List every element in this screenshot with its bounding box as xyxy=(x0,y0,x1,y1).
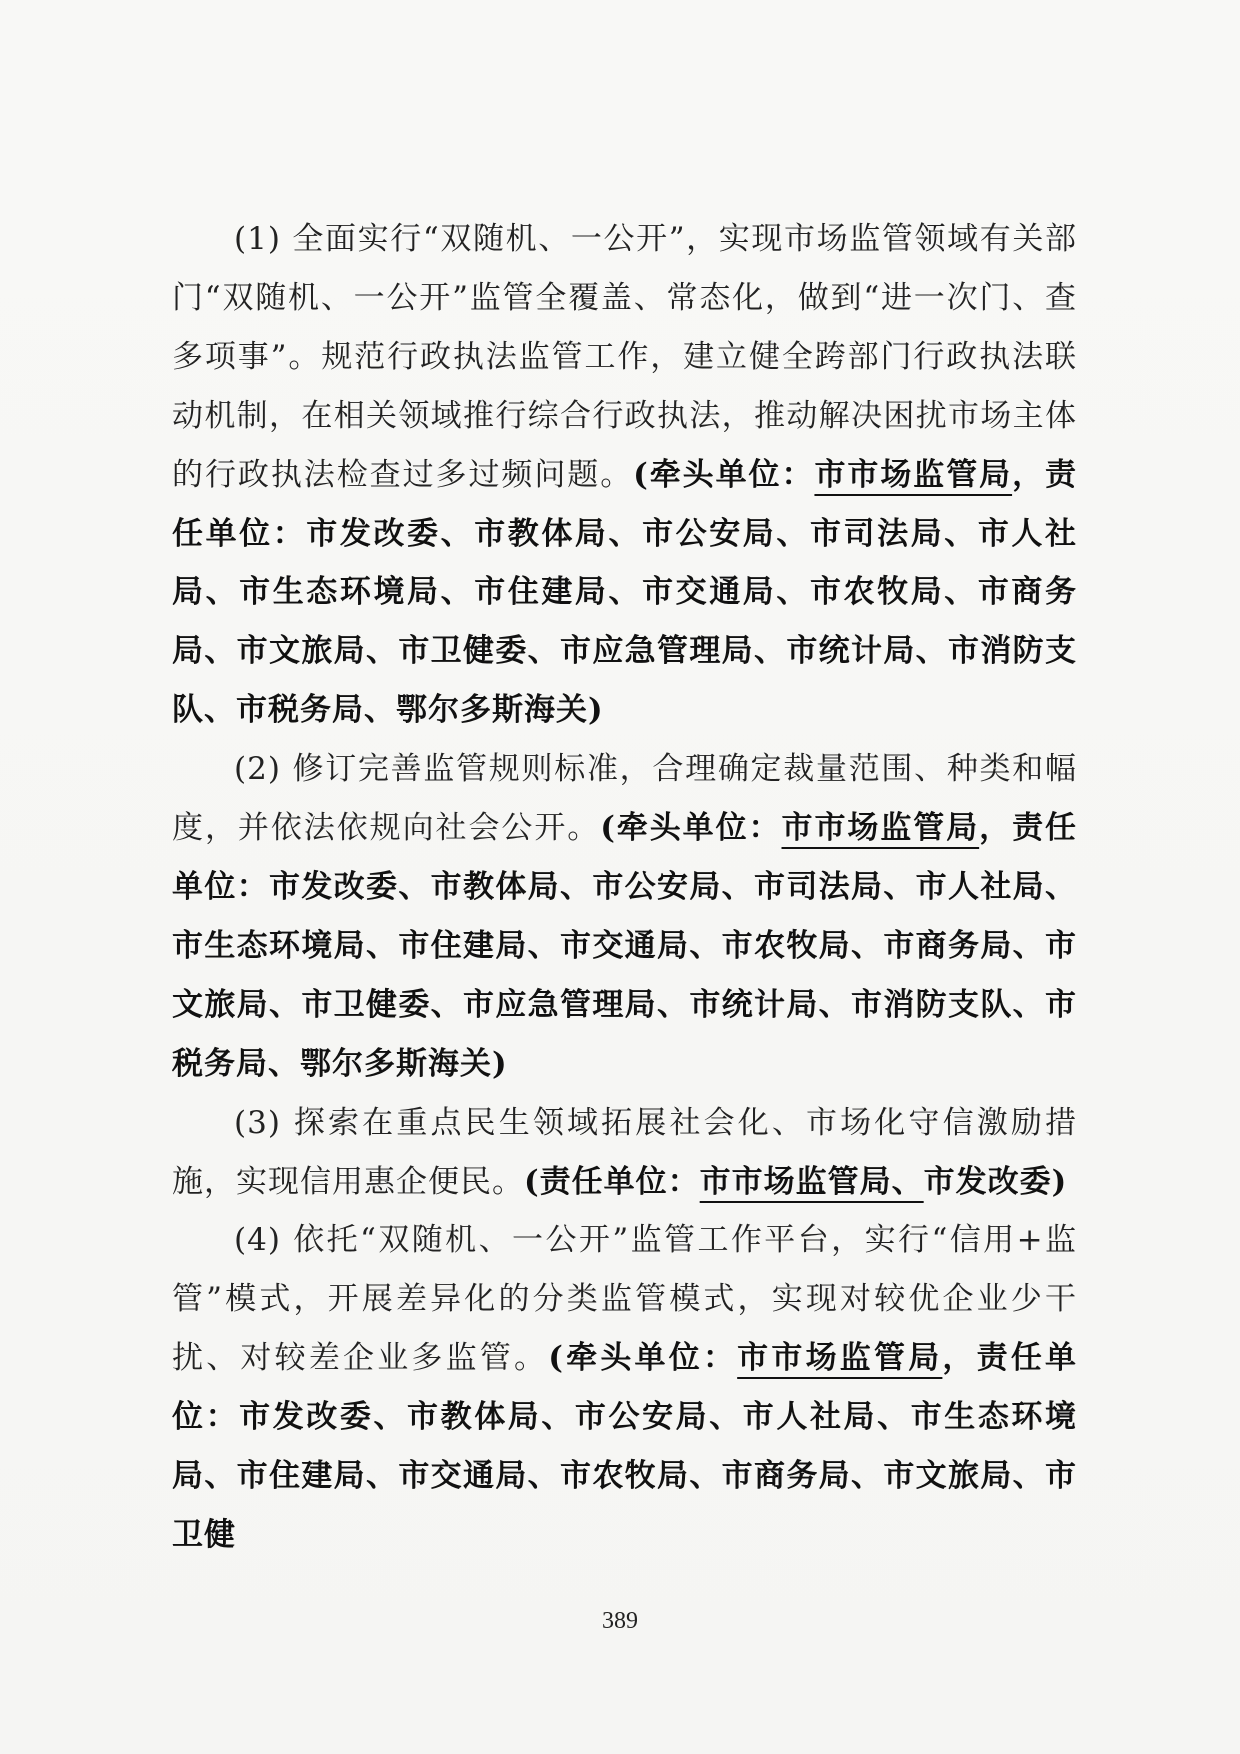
responsible-units: ，责任单位：市发改委、市教体局、市公安局、市司法局、市人社局、市生态环境局、市住建局、市交通局、市农牧局、市商务局、市文旅局、市卫健委、市应急管理局、市统计局、市消防支队、市税务局、鄂尔多斯海关) xyxy=(172,456,1078,729)
lead-unit-underlined: 市市场监管局、 xyxy=(699,1163,924,1200)
paragraph-text: (3) 探索在重点民生领域拓展社会化、市场化守信激励措施，实现信用惠企便民。 xyxy=(172,1104,1077,1200)
paragraph-1 xyxy=(172,210,1077,740)
responsibility-note xyxy=(524,1164,1067,1200)
paragraph-4 xyxy=(172,1211,1077,1564)
paragraph-text: (1) 全面实行“双随机、一公开”，实现市场监管领域有关部门“双随机、一公开”监管全覆盖、常态化，做到“进一次门、查多项事”。规范行政执法监管工作，建立健全跨部门行政执法联动机制，在相关领域推行综合行政执法，推动解决困扰市场主体的行政执法检查过多过频问题。 xyxy=(172,221,1077,493)
paragraph-3 xyxy=(172,1094,1077,1212)
lead-unit-underlined: 市市场监管局 xyxy=(814,456,1013,493)
lead-label: (牵头单位： xyxy=(600,810,782,847)
lead-label: (责任单位： xyxy=(524,1163,700,1200)
lead-unit-underlined: 市市场监管局 xyxy=(737,1340,943,1377)
responsibility-note xyxy=(172,457,1077,729)
lead-label: (牵头单位： xyxy=(548,1340,738,1377)
responsibility-note xyxy=(172,810,1077,1082)
document-body xyxy=(172,210,1077,1565)
responsible-units: ，责任单位：市发改委、市教体局、市公安局、市人社局、市生态环境局、市住建局、市交通局、市农牧局、市商务局、市文旅局、市卫健 xyxy=(172,1340,1078,1553)
lead-label: (牵头单位： xyxy=(633,456,815,493)
paragraph-text: (2) 修订完善监管规则标准，合理确定裁量范围、种类和幅度，并依法依规向社会公开。 xyxy=(172,751,1077,847)
paragraph-2 xyxy=(172,740,1077,1093)
paragraph-text: (4) 依托“双随机、一公开”监管工作平台，实行“信用+监管”模式，开展差异化的分类监管模式，实现对较优企业少干扰、对较差企业多监管。 xyxy=(172,1222,1077,1377)
page-number: 389 xyxy=(602,1608,638,1634)
responsible-units: ，责任单位：市发改委、市教体局、市公安局、市司法局、市人社局、市生态环境局、市住建局、市交通局、市农牧局、市商务局、市文旅局、市卫健委、市应急管理局、市统计局、市消防支队、市税务局、鄂尔多斯海关) xyxy=(172,810,1078,1082)
responsible-units: 市发改委) xyxy=(923,1163,1068,1200)
lead-unit-underlined: 市市场监管局 xyxy=(781,810,980,847)
